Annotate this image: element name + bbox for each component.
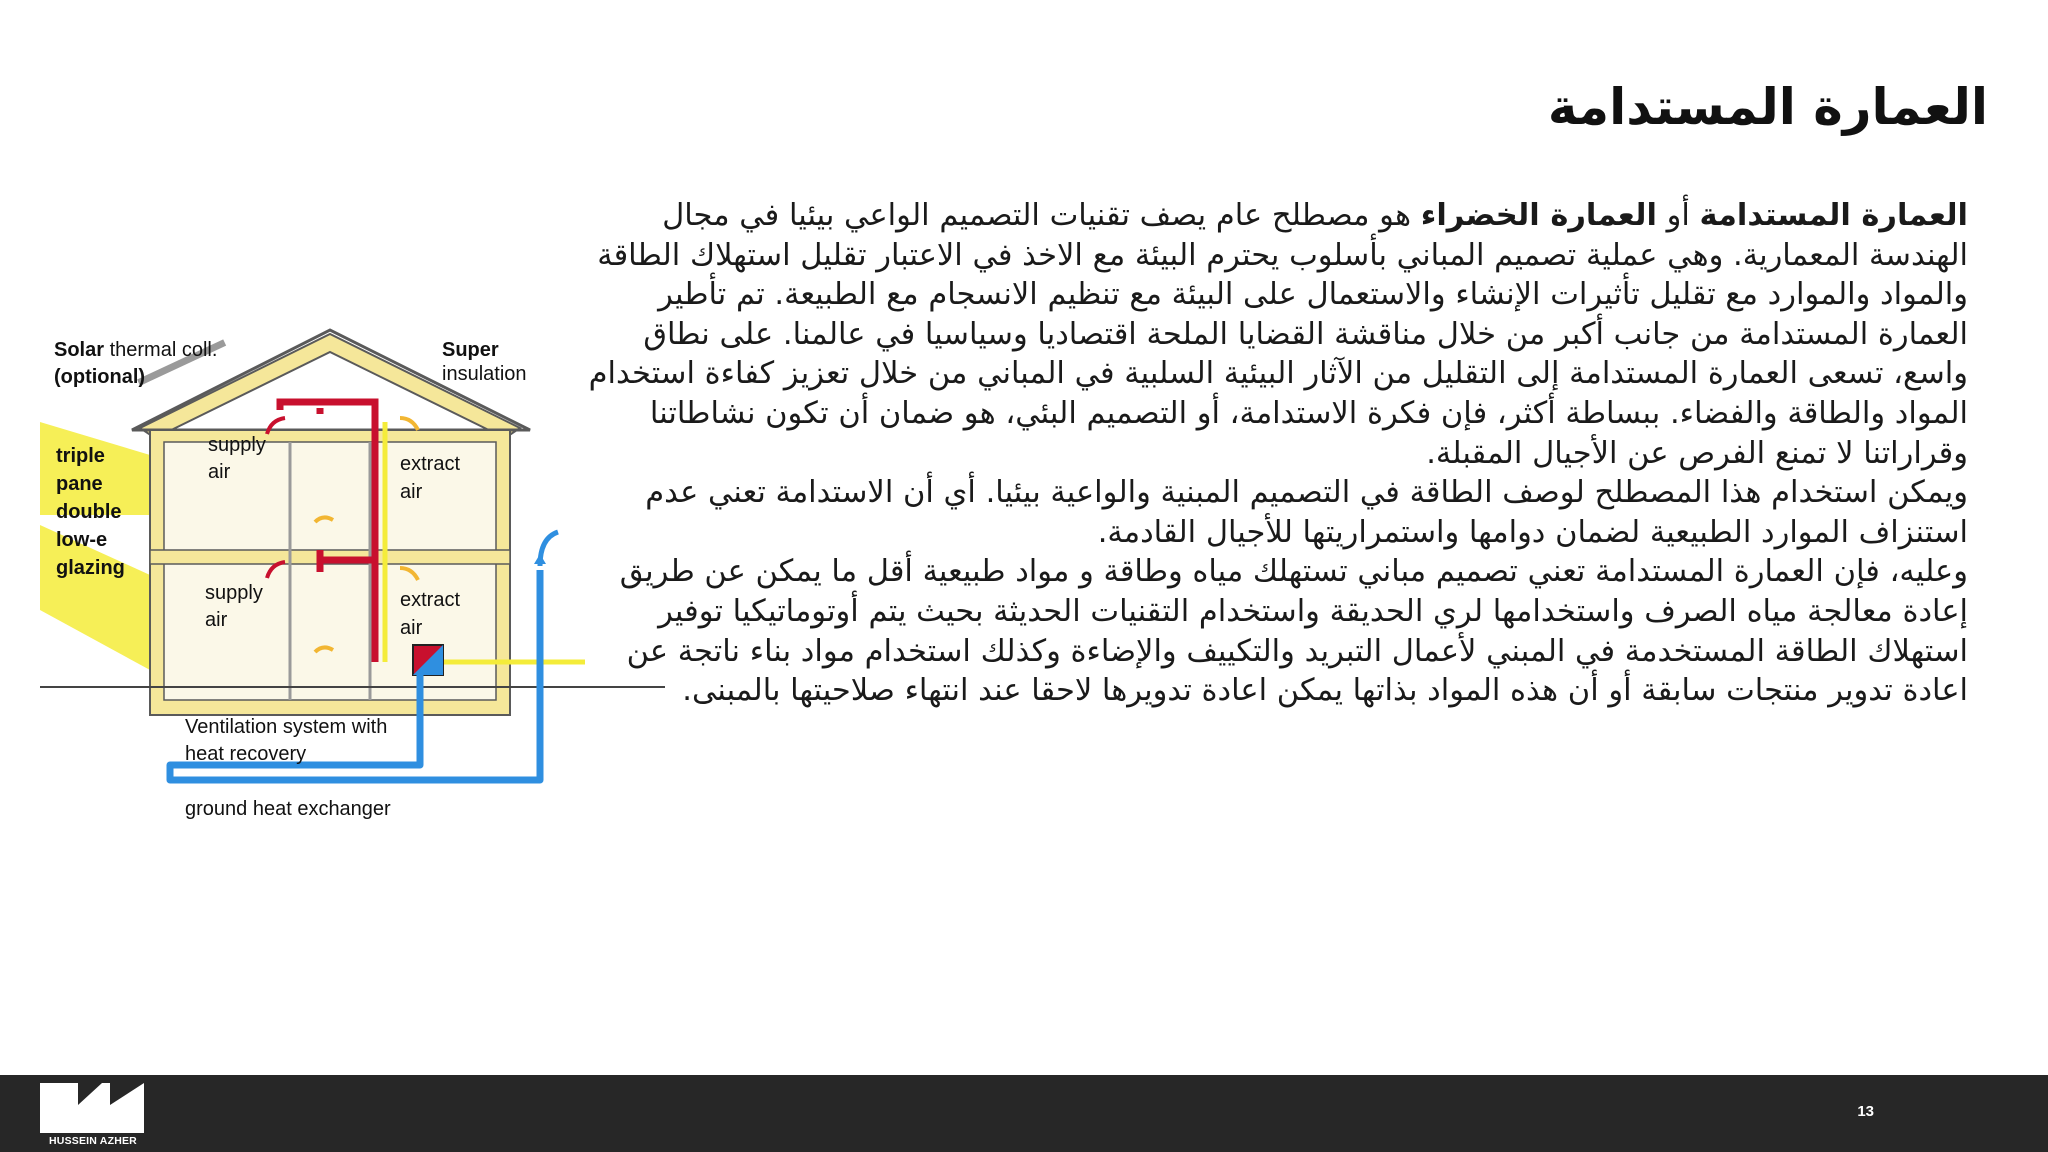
- label-glazing: glazing: [56, 557, 125, 579]
- extract-arrow-upper-icon: [400, 418, 418, 430]
- slide-title: العمارة المستدامة: [1547, 78, 1988, 136]
- brand-logo: [40, 1083, 146, 1147]
- page-number: 13: [1857, 1103, 1874, 1120]
- label-pane: pane: [56, 473, 103, 495]
- body-text: [578, 196, 1968, 711]
- brand-name: HUSSEIN AZHER: [49, 1135, 137, 1147]
- label-ventilation: Ventilation system with: [185, 716, 388, 738]
- label-low-e: low-e: [56, 529, 108, 551]
- label-air-extract-lower: air: [400, 617, 423, 639]
- label-solar: [54, 339, 217, 361]
- label-optional: (optional): [54, 366, 146, 388]
- label-air-extract-upper: air: [400, 481, 423, 503]
- brand-logo-icon: [40, 1083, 146, 1133]
- label-supply-upper: supply: [208, 434, 266, 456]
- label-triple: triple: [56, 445, 105, 467]
- label-double: double: [56, 501, 122, 523]
- paragraph-1: [578, 196, 1968, 473]
- label-ground-heat-exchanger: ground heat exchanger: [185, 798, 391, 820]
- label-extract-lower: extract: [400, 589, 461, 611]
- label-super: Super: [442, 339, 499, 361]
- paragraph-2: ويمكن استخدام هذا المصطلح لوصف الطاقة في التصميم المبنية والواعية بيئيا. أي أن الاستدامة تعني عدم استنزاف الموارد الطبيعية لضمان دوامها واستمراريتها للأجيال القادمة.: [645, 475, 1968, 550]
- footer-bar: [0, 1075, 2048, 1152]
- label-solar-rest: thermal coll.: [104, 339, 218, 361]
- passive-house-diagram: [40, 310, 680, 830]
- term-sustainable-architecture: العمارة المستدامة: [1699, 198, 1968, 233]
- term-green-architecture: العمارة الخضراء: [1420, 198, 1657, 233]
- label-heat-recovery: heat recovery: [185, 743, 307, 765]
- label-extract-upper: extract: [400, 453, 461, 475]
- label-solar-bold: Solar: [54, 339, 105, 361]
- label-supply-lower: supply: [205, 582, 263, 604]
- intake-arrow-head-icon: [534, 554, 546, 564]
- connector-or: أو: [1656, 198, 1700, 233]
- label-air-supply-upper: air: [208, 461, 231, 483]
- paragraph-1-text: هو مصطلح عام يصف تقنيات التصميم الواعي بيئيا في مجال الهندسة المعمارية. وهي عملية تصميم المباني بأسلوب يحترم البيئة مع الاخذ في الاعتبار تقليل استهلاك الطاقة والمواد والموارد مع تقليل تأثيرات الإنشاء والاستعمال على البيئة مع تنظيم الانسجام مع الطبيعة. تم تأطير العمارة المستدامة من جانب أكبر من خلال مناقشة القضايا الملحة اقتصاديا وسياسيا في عالمنا. على نطاق واسع، تسعى العمارة المستدامة إلى التقليل من الآثار البيئية السلبية في المباني من خلال تعزيز كفاءة استخدام المواد والطاقة والفضاء. ببساطة أكثر، فإن فكرة الاستدامة، أو التصميم البئي، هو ضمان أن تكون نشاطاتنا وقراراتنا لا تمنع الفرص عن الأجيال المقبلة.: [588, 198, 1968, 471]
- label-air-supply-lower: air: [205, 609, 228, 631]
- label-insulation: insulation: [442, 363, 527, 385]
- paragraph-3: وعليه، فإن العمارة المستدامة تعني تصميم مباني تستهلك مياه وطاقة و مواد طبيعية أقل ما يمكن عن طريق إعادة معالجة مياه الصرف واستخدامها لري الحديقة واستخدام التقنيات الحديثة بحيث يتم أوتوماتيكيا توفير استهلاك الطاقة المستخدمة في المبني لأعمال التبريد والتكييف والإضاءة وكذلك استخدام مواد بناء ناتجة عن اعادة تدوير منتجات سابقة أو أن هذه المواد بذاتها يمكن اعادة تدويرها لاحقا عند انتهاء صلاحيتها بالمبنى.: [619, 554, 1968, 709]
